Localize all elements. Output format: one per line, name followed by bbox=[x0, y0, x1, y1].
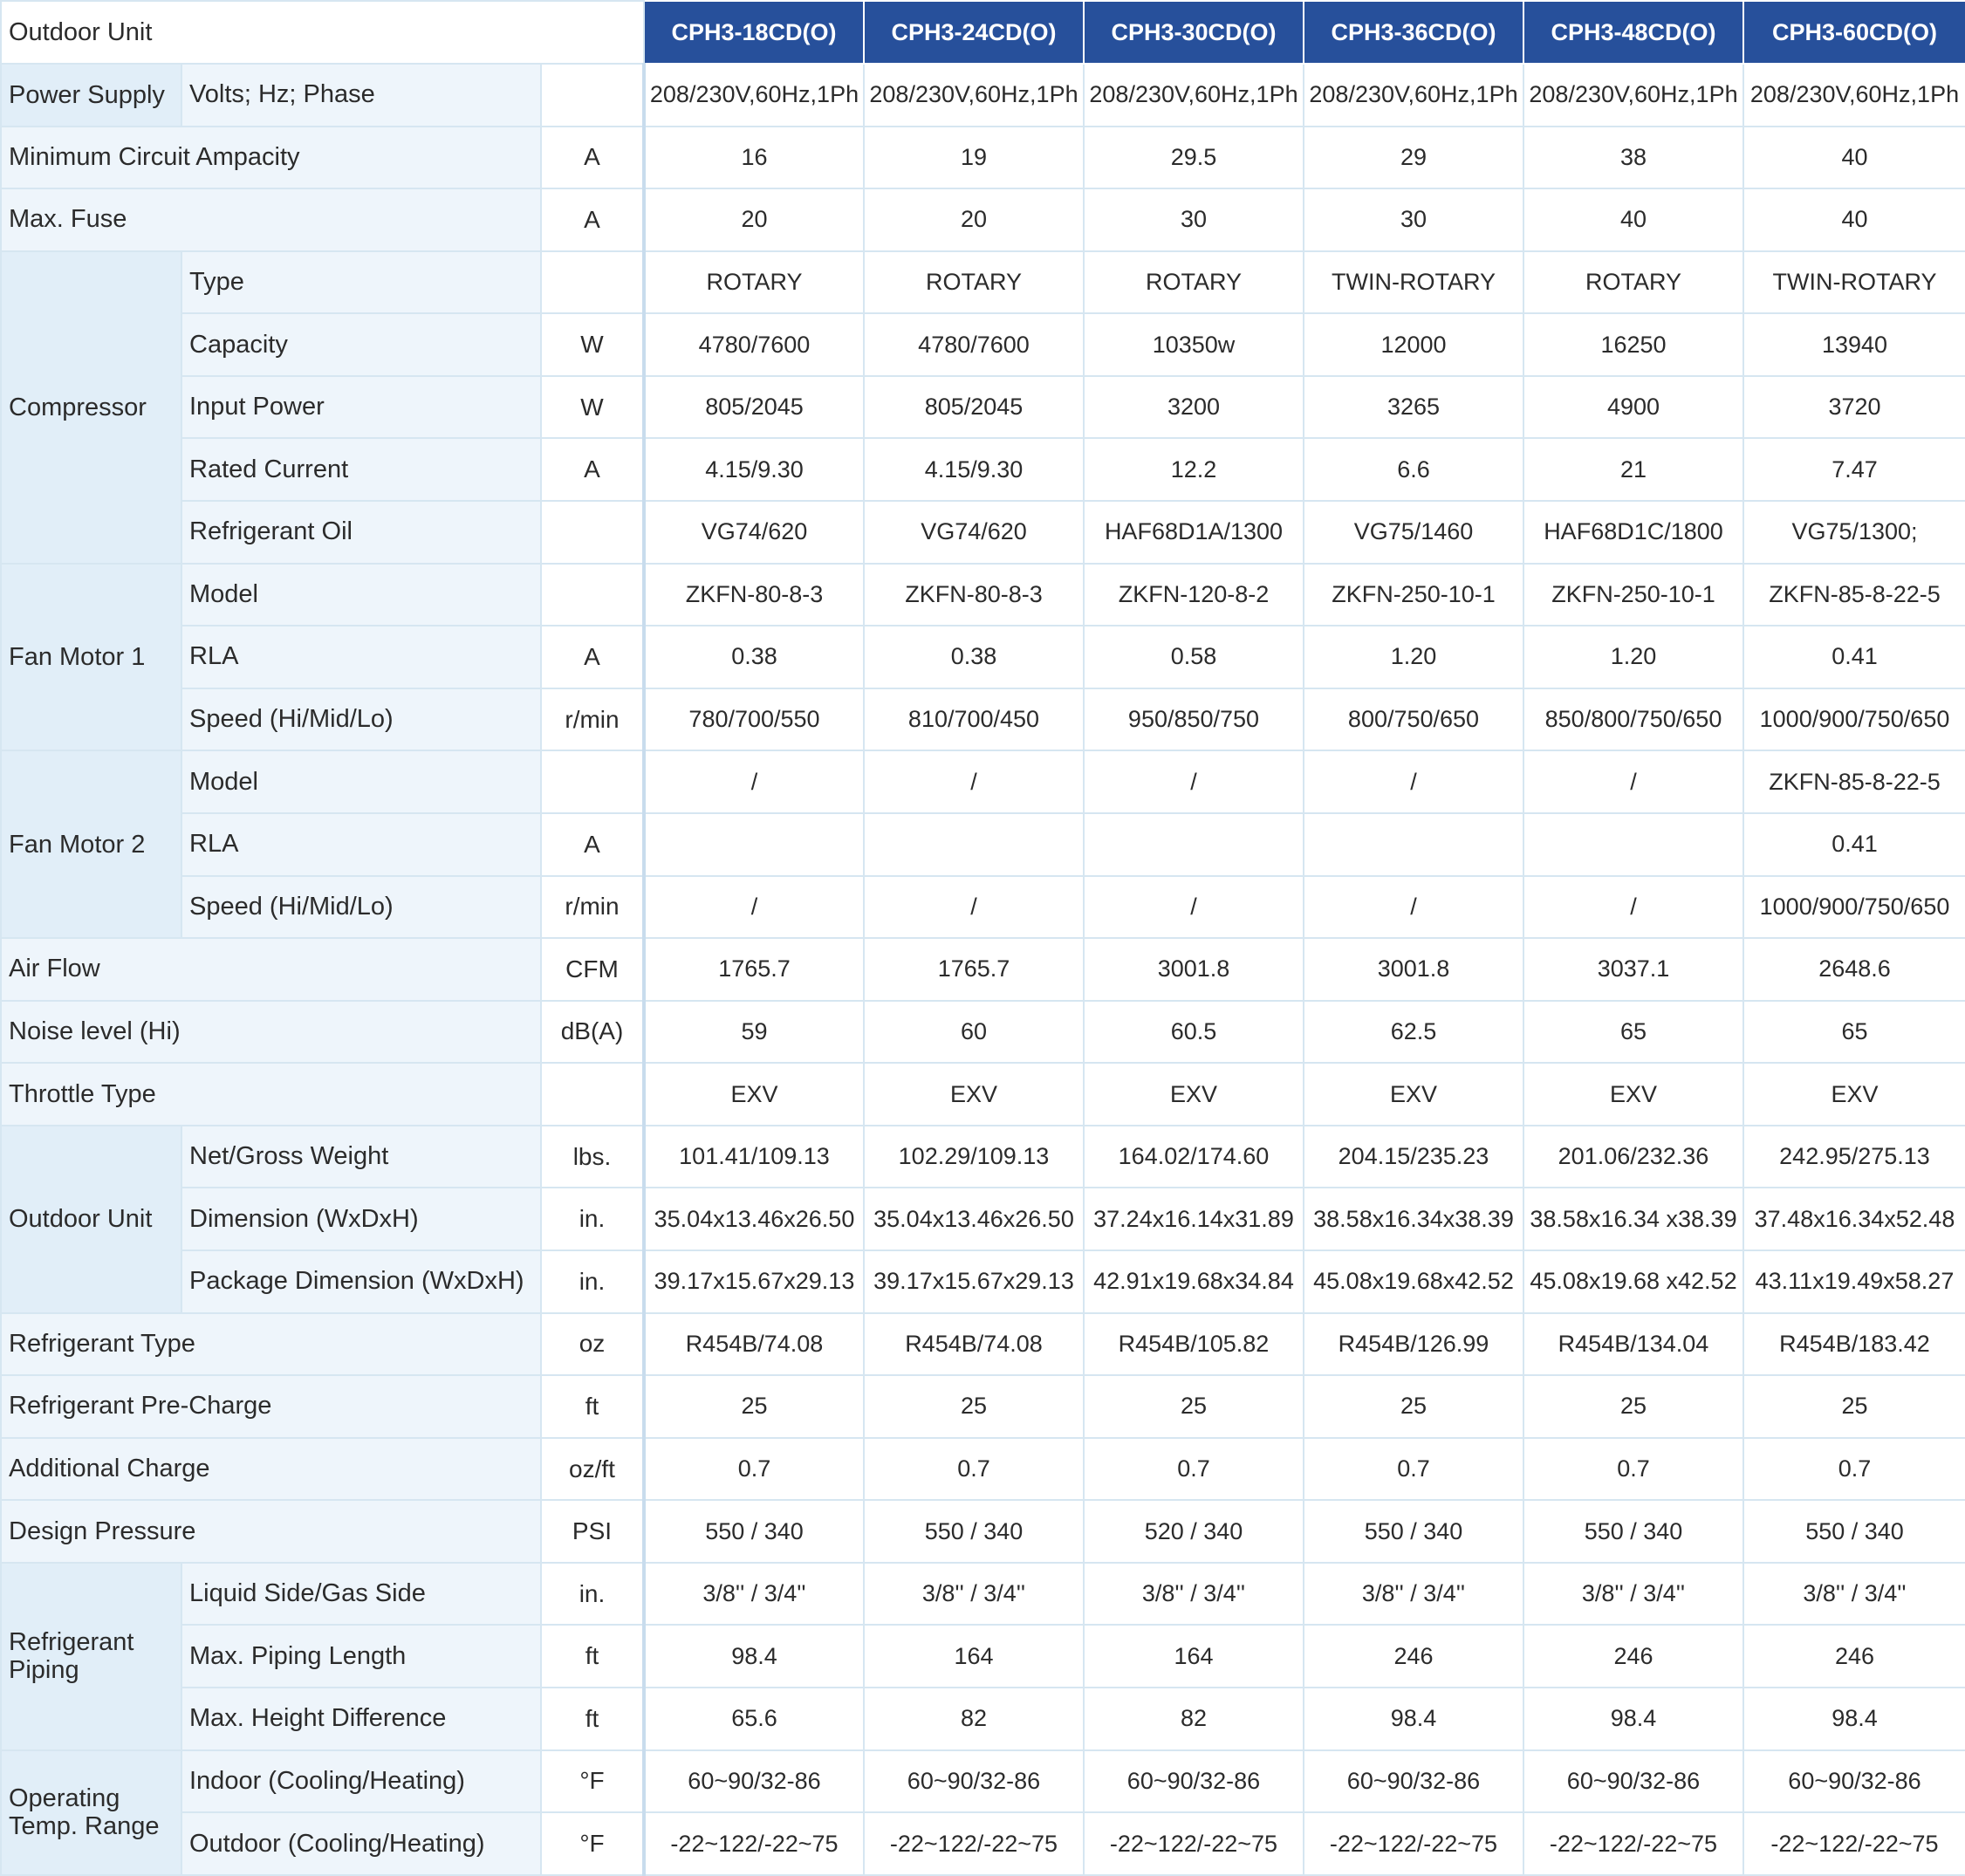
value-cell: 850/800/750/650 bbox=[1523, 688, 1743, 751]
value-cell: -22~122/-22~75 bbox=[1743, 1812, 1965, 1875]
unit-cell: ft bbox=[541, 1688, 644, 1750]
parameter-label: Model bbox=[181, 750, 541, 813]
value-cell: 60~90/32-86 bbox=[644, 1750, 864, 1813]
value-cell: / bbox=[1523, 876, 1743, 939]
value-cell: 0.7 bbox=[1084, 1438, 1304, 1501]
value-cell: 242.95/275.13 bbox=[1743, 1126, 1965, 1188]
value-cell: 208/230V,60Hz,1Ph bbox=[1304, 64, 1523, 127]
value-cell: -22~122/-22~75 bbox=[864, 1812, 1084, 1875]
table-row bbox=[1, 1812, 1965, 1875]
value-cell: ZKFN-80-8-3 bbox=[644, 564, 864, 626]
value-cell bbox=[1304, 813, 1523, 876]
value-cell: 3/8'' / 3/4'' bbox=[1523, 1563, 1743, 1626]
value-cell: 3/8'' / 3/4'' bbox=[1084, 1563, 1304, 1626]
table-row bbox=[1, 1126, 1965, 1188]
value-cell: 40 bbox=[1743, 127, 1965, 189]
value-cell: 19 bbox=[864, 127, 1084, 189]
value-cell: 4780/7600 bbox=[864, 313, 1084, 376]
table-row bbox=[1, 813, 1965, 876]
table-row bbox=[1, 1188, 1965, 1250]
value-cell: 65.6 bbox=[644, 1688, 864, 1750]
parameter-label: Type bbox=[181, 251, 541, 314]
value-cell: 25 bbox=[644, 1375, 864, 1438]
value-cell: R454B/74.08 bbox=[644, 1313, 864, 1376]
group-label: Fan Motor 1 bbox=[1, 564, 181, 751]
table-row bbox=[1, 1625, 1965, 1688]
row-label: Noise level (Hi) bbox=[1, 1001, 541, 1064]
value-cell: 38.58x16.34x38.39 bbox=[1304, 1188, 1523, 1250]
value-cell: 45.08x19.68 x42.52 bbox=[1523, 1250, 1743, 1313]
value-cell: 0.41 bbox=[1743, 813, 1965, 876]
value-cell: ZKFN-85-8-22-5 bbox=[1743, 750, 1965, 813]
value-cell: 204.15/235.23 bbox=[1304, 1126, 1523, 1188]
table-row bbox=[1, 64, 1965, 127]
unit-cell: ft bbox=[541, 1625, 644, 1688]
value-cell: 40 bbox=[1523, 188, 1743, 251]
table-row bbox=[1, 750, 1965, 813]
model-header: CPH3-24CD(O) bbox=[864, 1, 1084, 64]
value-cell: 1000/900/750/650 bbox=[1743, 688, 1965, 751]
parameter-label: Indoor (Cooling/Heating) bbox=[181, 1750, 541, 1813]
value-cell: ROTARY bbox=[1084, 251, 1304, 314]
group-label: Operating Temp. Range bbox=[1, 1750, 181, 1875]
value-cell: 800/750/650 bbox=[1304, 688, 1523, 751]
table-row bbox=[1, 376, 1965, 439]
spec-body bbox=[1, 64, 1965, 1875]
row-label: Refrigerant Type bbox=[1, 1313, 541, 1376]
unit-cell: PSI bbox=[541, 1500, 644, 1563]
unit-cell: in. bbox=[541, 1188, 644, 1250]
value-cell: / bbox=[864, 876, 1084, 939]
value-cell: 3/8'' / 3/4'' bbox=[1743, 1563, 1965, 1626]
value-cell: R454B/126.99 bbox=[1304, 1313, 1523, 1376]
value-cell: / bbox=[644, 876, 864, 939]
table-row bbox=[1, 1688, 1965, 1750]
value-cell: 25 bbox=[1084, 1375, 1304, 1438]
value-cell: -22~122/-22~75 bbox=[1523, 1812, 1743, 1875]
value-cell: R454B/134.04 bbox=[1523, 1313, 1743, 1376]
value-cell: 550 / 340 bbox=[1523, 1500, 1743, 1563]
value-cell: -22~122/-22~75 bbox=[1304, 1812, 1523, 1875]
value-cell: 25 bbox=[1743, 1375, 1965, 1438]
value-cell: 60~90/32-86 bbox=[1084, 1750, 1304, 1813]
table-row bbox=[1, 1250, 1965, 1313]
value-cell: 98.4 bbox=[1304, 1688, 1523, 1750]
value-cell: 1765.7 bbox=[644, 938, 864, 1001]
parameter-label: Liquid Side/Gas Side bbox=[181, 1563, 541, 1626]
value-cell: / bbox=[1084, 750, 1304, 813]
value-cell: 208/230V,60Hz,1Ph bbox=[1523, 64, 1743, 127]
value-cell: 1.20 bbox=[1304, 626, 1523, 688]
unit-cell: dB(A) bbox=[541, 1001, 644, 1064]
table-row bbox=[1, 1063, 1965, 1126]
value-cell: 4780/7600 bbox=[644, 313, 864, 376]
model-header: CPH3-48CD(O) bbox=[1523, 1, 1743, 64]
parameter-label: Outdoor (Cooling/Heating) bbox=[181, 1812, 541, 1875]
table-row bbox=[1, 688, 1965, 751]
unit-cell: oz bbox=[541, 1313, 644, 1376]
value-cell: 550 / 340 bbox=[1304, 1500, 1523, 1563]
value-cell: 2648.6 bbox=[1743, 938, 1965, 1001]
value-cell: 39.17x15.67x29.13 bbox=[864, 1250, 1084, 1313]
value-cell: 29.5 bbox=[1084, 127, 1304, 189]
value-cell: 201.06/232.36 bbox=[1523, 1126, 1743, 1188]
table-row bbox=[1, 938, 1965, 1001]
value-cell: 25 bbox=[1523, 1375, 1743, 1438]
value-cell: 10350w bbox=[1084, 313, 1304, 376]
table-row bbox=[1, 188, 1965, 251]
value-cell: 101.41/109.13 bbox=[644, 1126, 864, 1188]
parameter-label: Speed (Hi/Mid/Lo) bbox=[181, 876, 541, 939]
table-row bbox=[1, 1313, 1965, 1376]
value-cell: 3200 bbox=[1084, 376, 1304, 439]
value-cell: 0.38 bbox=[864, 626, 1084, 688]
value-cell: 3001.8 bbox=[1304, 938, 1523, 1001]
parameter-label: Capacity bbox=[181, 313, 541, 376]
value-cell bbox=[1084, 813, 1304, 876]
value-cell: EXV bbox=[1084, 1063, 1304, 1126]
value-cell: 780/700/550 bbox=[644, 688, 864, 751]
value-cell: EXV bbox=[1523, 1063, 1743, 1126]
group-label: Power Supply bbox=[1, 64, 181, 127]
value-cell: 35.04x13.46x26.50 bbox=[864, 1188, 1084, 1250]
table-row bbox=[1, 564, 1965, 626]
unit-cell: oz/ft bbox=[541, 1438, 644, 1501]
value-cell: 98.4 bbox=[644, 1625, 864, 1688]
unit-cell: A bbox=[541, 438, 644, 501]
parameter-label: Max. Piping Length bbox=[181, 1625, 541, 1688]
value-cell: -22~122/-22~75 bbox=[1084, 1812, 1304, 1875]
value-cell: 208/230V,60Hz,1Ph bbox=[1084, 64, 1304, 127]
value-cell: 246 bbox=[1743, 1625, 1965, 1688]
value-cell: 4.15/9.30 bbox=[864, 438, 1084, 501]
value-cell: 62.5 bbox=[1304, 1001, 1523, 1064]
value-cell: 164 bbox=[864, 1625, 1084, 1688]
value-cell: 45.08x19.68x42.52 bbox=[1304, 1250, 1523, 1313]
value-cell: 25 bbox=[1304, 1375, 1523, 1438]
value-cell: 164.02/174.60 bbox=[1084, 1126, 1304, 1188]
value-cell: 0.7 bbox=[1743, 1438, 1965, 1501]
value-cell: 65 bbox=[1743, 1001, 1965, 1064]
unit-cell: A bbox=[541, 626, 644, 688]
parameter-label: RLA bbox=[181, 626, 541, 688]
value-cell: 42.91x19.68x34.84 bbox=[1084, 1250, 1304, 1313]
unit-cell: °F bbox=[541, 1812, 644, 1875]
value-cell: ROTARY bbox=[644, 251, 864, 314]
model-header: CPH3-36CD(O) bbox=[1304, 1, 1523, 64]
table-row bbox=[1, 1375, 1965, 1438]
value-cell: 810/700/450 bbox=[864, 688, 1084, 751]
unit-cell: W bbox=[541, 376, 644, 439]
table-row bbox=[1, 626, 1965, 688]
value-cell: 25 bbox=[864, 1375, 1084, 1438]
value-cell: 208/230V,60Hz,1Ph bbox=[864, 64, 1084, 127]
value-cell: 550 / 340 bbox=[1743, 1500, 1965, 1563]
value-cell: 520 / 340 bbox=[1084, 1500, 1304, 1563]
value-cell: ZKFN-85-8-22-5 bbox=[1743, 564, 1965, 626]
value-cell: 60 bbox=[864, 1001, 1084, 1064]
value-cell: 12000 bbox=[1304, 313, 1523, 376]
value-cell: / bbox=[864, 750, 1084, 813]
value-cell: VG75/1460 bbox=[1304, 501, 1523, 564]
value-cell: -22~122/-22~75 bbox=[644, 1812, 864, 1875]
value-cell: 3720 bbox=[1743, 376, 1965, 439]
value-cell: 102.29/109.13 bbox=[864, 1126, 1084, 1188]
value-cell: VG74/620 bbox=[864, 501, 1084, 564]
table-row bbox=[1, 1438, 1965, 1501]
unit-cell: A bbox=[541, 813, 644, 876]
value-cell: HAF68D1A/1300 bbox=[1084, 501, 1304, 564]
value-cell: ZKFN-250-10-1 bbox=[1304, 564, 1523, 626]
value-cell: / bbox=[1084, 876, 1304, 939]
value-cell: 0.7 bbox=[644, 1438, 864, 1501]
unit-cell: W bbox=[541, 313, 644, 376]
group-label: Refrigerant Piping bbox=[1, 1563, 181, 1750]
value-cell: EXV bbox=[864, 1063, 1084, 1126]
value-cell: 3/8'' / 3/4'' bbox=[864, 1563, 1084, 1626]
value-cell: 60~90/32-86 bbox=[864, 1750, 1084, 1813]
value-cell: 82 bbox=[864, 1688, 1084, 1750]
value-cell: 60~90/32-86 bbox=[1523, 1750, 1743, 1813]
value-cell: 38.58x16.34 x38.39 bbox=[1523, 1188, 1743, 1250]
value-cell: 65 bbox=[1523, 1001, 1743, 1064]
value-cell: ROTARY bbox=[864, 251, 1084, 314]
value-cell: R454B/74.08 bbox=[864, 1313, 1084, 1376]
value-cell bbox=[644, 813, 864, 876]
value-cell: 7.47 bbox=[1743, 438, 1965, 501]
value-cell: TWIN-ROTARY bbox=[1743, 251, 1965, 314]
value-cell bbox=[864, 813, 1084, 876]
model-header: CPH3-18CD(O) bbox=[644, 1, 864, 64]
value-cell: 21 bbox=[1523, 438, 1743, 501]
value-cell: 4.15/9.30 bbox=[644, 438, 864, 501]
value-cell: 82 bbox=[1084, 1688, 1304, 1750]
corner-label: Outdoor Unit bbox=[1, 1, 644, 64]
table-row bbox=[1, 501, 1965, 564]
value-cell: 43.11x19.49x58.27 bbox=[1743, 1250, 1965, 1313]
value-cell: 16250 bbox=[1523, 313, 1743, 376]
row-label: Minimum Circuit Ampacity bbox=[1, 127, 541, 189]
unit-cell: in. bbox=[541, 1250, 644, 1313]
value-cell: ZKFN-250-10-1 bbox=[1523, 564, 1743, 626]
unit-cell bbox=[541, 564, 644, 626]
unit-cell bbox=[541, 750, 644, 813]
table-row bbox=[1, 1500, 1965, 1563]
value-cell: / bbox=[1523, 750, 1743, 813]
table-row bbox=[1, 251, 1965, 314]
value-cell: 0.58 bbox=[1084, 626, 1304, 688]
table-row bbox=[1, 876, 1965, 939]
value-cell: 60.5 bbox=[1084, 1001, 1304, 1064]
value-cell: 6.6 bbox=[1304, 438, 1523, 501]
parameter-label: Input Power bbox=[181, 376, 541, 439]
value-cell: 60~90/32-86 bbox=[1304, 1750, 1523, 1813]
row-label: Air Flow bbox=[1, 938, 541, 1001]
table-row bbox=[1, 438, 1965, 501]
value-cell: 98.4 bbox=[1743, 1688, 1965, 1750]
parameter-label: Net/Gross Weight bbox=[181, 1126, 541, 1188]
value-cell: 0.7 bbox=[1304, 1438, 1523, 1501]
unit-cell: ft bbox=[541, 1375, 644, 1438]
value-cell: 20 bbox=[644, 188, 864, 251]
value-cell: 164 bbox=[1084, 1625, 1304, 1688]
value-cell: 3037.1 bbox=[1523, 938, 1743, 1001]
value-cell: 3265 bbox=[1304, 376, 1523, 439]
model-header: CPH3-60CD(O) bbox=[1743, 1, 1965, 64]
parameter-label: Speed (Hi/Mid/Lo) bbox=[181, 688, 541, 751]
value-cell: HAF68D1C/1800 bbox=[1523, 501, 1743, 564]
value-cell: / bbox=[1304, 750, 1523, 813]
value-cell: 13940 bbox=[1743, 313, 1965, 376]
unit-cell: A bbox=[541, 127, 644, 189]
value-cell: 550 / 340 bbox=[644, 1500, 864, 1563]
value-cell: R454B/183.42 bbox=[1743, 1313, 1965, 1376]
unit-cell bbox=[541, 251, 644, 314]
row-label: Refrigerant Pre-Charge bbox=[1, 1375, 541, 1438]
value-cell: 0.7 bbox=[864, 1438, 1084, 1501]
model-header: CPH3-30CD(O) bbox=[1084, 1, 1304, 64]
value-cell: 950/850/750 bbox=[1084, 688, 1304, 751]
parameter-label: Rated Current bbox=[181, 438, 541, 501]
value-cell: 208/230V,60Hz,1Ph bbox=[644, 64, 864, 127]
row-label: Additional Charge bbox=[1, 1438, 541, 1501]
parameter-label: RLA bbox=[181, 813, 541, 876]
value-cell: 4900 bbox=[1523, 376, 1743, 439]
value-cell: 246 bbox=[1304, 1625, 1523, 1688]
value-cell: 1000/900/750/650 bbox=[1743, 876, 1965, 939]
value-cell: 208/230V,60Hz,1Ph bbox=[1743, 64, 1965, 127]
value-cell: 20 bbox=[864, 188, 1084, 251]
table-row bbox=[1, 313, 1965, 376]
value-cell: VG74/620 bbox=[644, 501, 864, 564]
value-cell: 16 bbox=[644, 127, 864, 189]
value-cell: 35.04x13.46x26.50 bbox=[644, 1188, 864, 1250]
unit-cell bbox=[541, 1063, 644, 1126]
value-cell: ROTARY bbox=[1523, 251, 1743, 314]
table-row bbox=[1, 1563, 1965, 1626]
value-cell bbox=[1523, 813, 1743, 876]
unit-cell: A bbox=[541, 188, 644, 251]
table-row bbox=[1, 1750, 1965, 1813]
parameter-label: Refrigerant Oil bbox=[181, 501, 541, 564]
unit-cell: CFM bbox=[541, 938, 644, 1001]
value-cell: 60~90/32-86 bbox=[1743, 1750, 1965, 1813]
row-label: Max. Fuse bbox=[1, 188, 541, 251]
value-cell: 98.4 bbox=[1523, 1688, 1743, 1750]
value-cell: 805/2045 bbox=[864, 376, 1084, 439]
value-cell: 805/2045 bbox=[644, 376, 864, 439]
parameter-label: Max. Height Difference bbox=[181, 1688, 541, 1750]
value-cell: EXV bbox=[644, 1063, 864, 1126]
value-cell: 246 bbox=[1523, 1625, 1743, 1688]
group-label: Fan Motor 2 bbox=[1, 750, 181, 938]
value-cell: 12.2 bbox=[1084, 438, 1304, 501]
parameter-label: Dimension (WxDxH) bbox=[181, 1188, 541, 1250]
value-cell: ZKFN-120-8-2 bbox=[1084, 564, 1304, 626]
value-cell: 0.7 bbox=[1523, 1438, 1743, 1501]
table-row bbox=[1, 127, 1965, 189]
unit-cell: r/min bbox=[541, 876, 644, 939]
parameter-label: Volts; Hz; Phase bbox=[181, 64, 541, 127]
value-cell: 0.41 bbox=[1743, 626, 1965, 688]
value-cell: 3/8'' / 3/4'' bbox=[1304, 1563, 1523, 1626]
parameter-label: Model bbox=[181, 564, 541, 626]
value-cell: 0.38 bbox=[644, 626, 864, 688]
value-cell: 3001.8 bbox=[1084, 938, 1304, 1001]
row-label: Throttle Type bbox=[1, 1063, 541, 1126]
value-cell: EXV bbox=[1304, 1063, 1523, 1126]
row-label: Design Pressure bbox=[1, 1500, 541, 1563]
value-cell: 40 bbox=[1743, 188, 1965, 251]
value-cell: 30 bbox=[1304, 188, 1523, 251]
value-cell: 3/8'' / 3/4'' bbox=[644, 1563, 864, 1626]
group-label: Compressor bbox=[1, 251, 181, 564]
unit-cell: °F bbox=[541, 1750, 644, 1813]
value-cell: 38 bbox=[1523, 127, 1743, 189]
unit-cell bbox=[541, 501, 644, 564]
unit-cell: in. bbox=[541, 1563, 644, 1626]
group-label: Outdoor Unit bbox=[1, 1126, 181, 1313]
value-cell: ZKFN-80-8-3 bbox=[864, 564, 1084, 626]
value-cell: 39.17x15.67x29.13 bbox=[644, 1250, 864, 1313]
value-cell: EXV bbox=[1743, 1063, 1965, 1126]
value-cell: R454B/105.82 bbox=[1084, 1313, 1304, 1376]
value-cell: 59 bbox=[644, 1001, 864, 1064]
unit-cell bbox=[541, 64, 644, 127]
value-cell: 30 bbox=[1084, 188, 1304, 251]
value-cell: / bbox=[644, 750, 864, 813]
value-cell: 29 bbox=[1304, 127, 1523, 189]
parameter-label: Package Dimension (WxDxH) bbox=[181, 1250, 541, 1313]
value-cell: TWIN-ROTARY bbox=[1304, 251, 1523, 314]
table-row bbox=[1, 1001, 1965, 1064]
value-cell: 1.20 bbox=[1523, 626, 1743, 688]
unit-cell: r/min bbox=[541, 688, 644, 751]
value-cell: 37.24x16.14x31.89 bbox=[1084, 1188, 1304, 1250]
header-row bbox=[1, 1, 1965, 64]
value-cell: VG75/1300; bbox=[1743, 501, 1965, 564]
unit-cell: lbs. bbox=[541, 1126, 644, 1188]
value-cell: 1765.7 bbox=[864, 938, 1084, 1001]
value-cell: / bbox=[1304, 876, 1523, 939]
value-cell: 550 / 340 bbox=[864, 1500, 1084, 1563]
value-cell: 37.48x16.34x52.48 bbox=[1743, 1188, 1965, 1250]
